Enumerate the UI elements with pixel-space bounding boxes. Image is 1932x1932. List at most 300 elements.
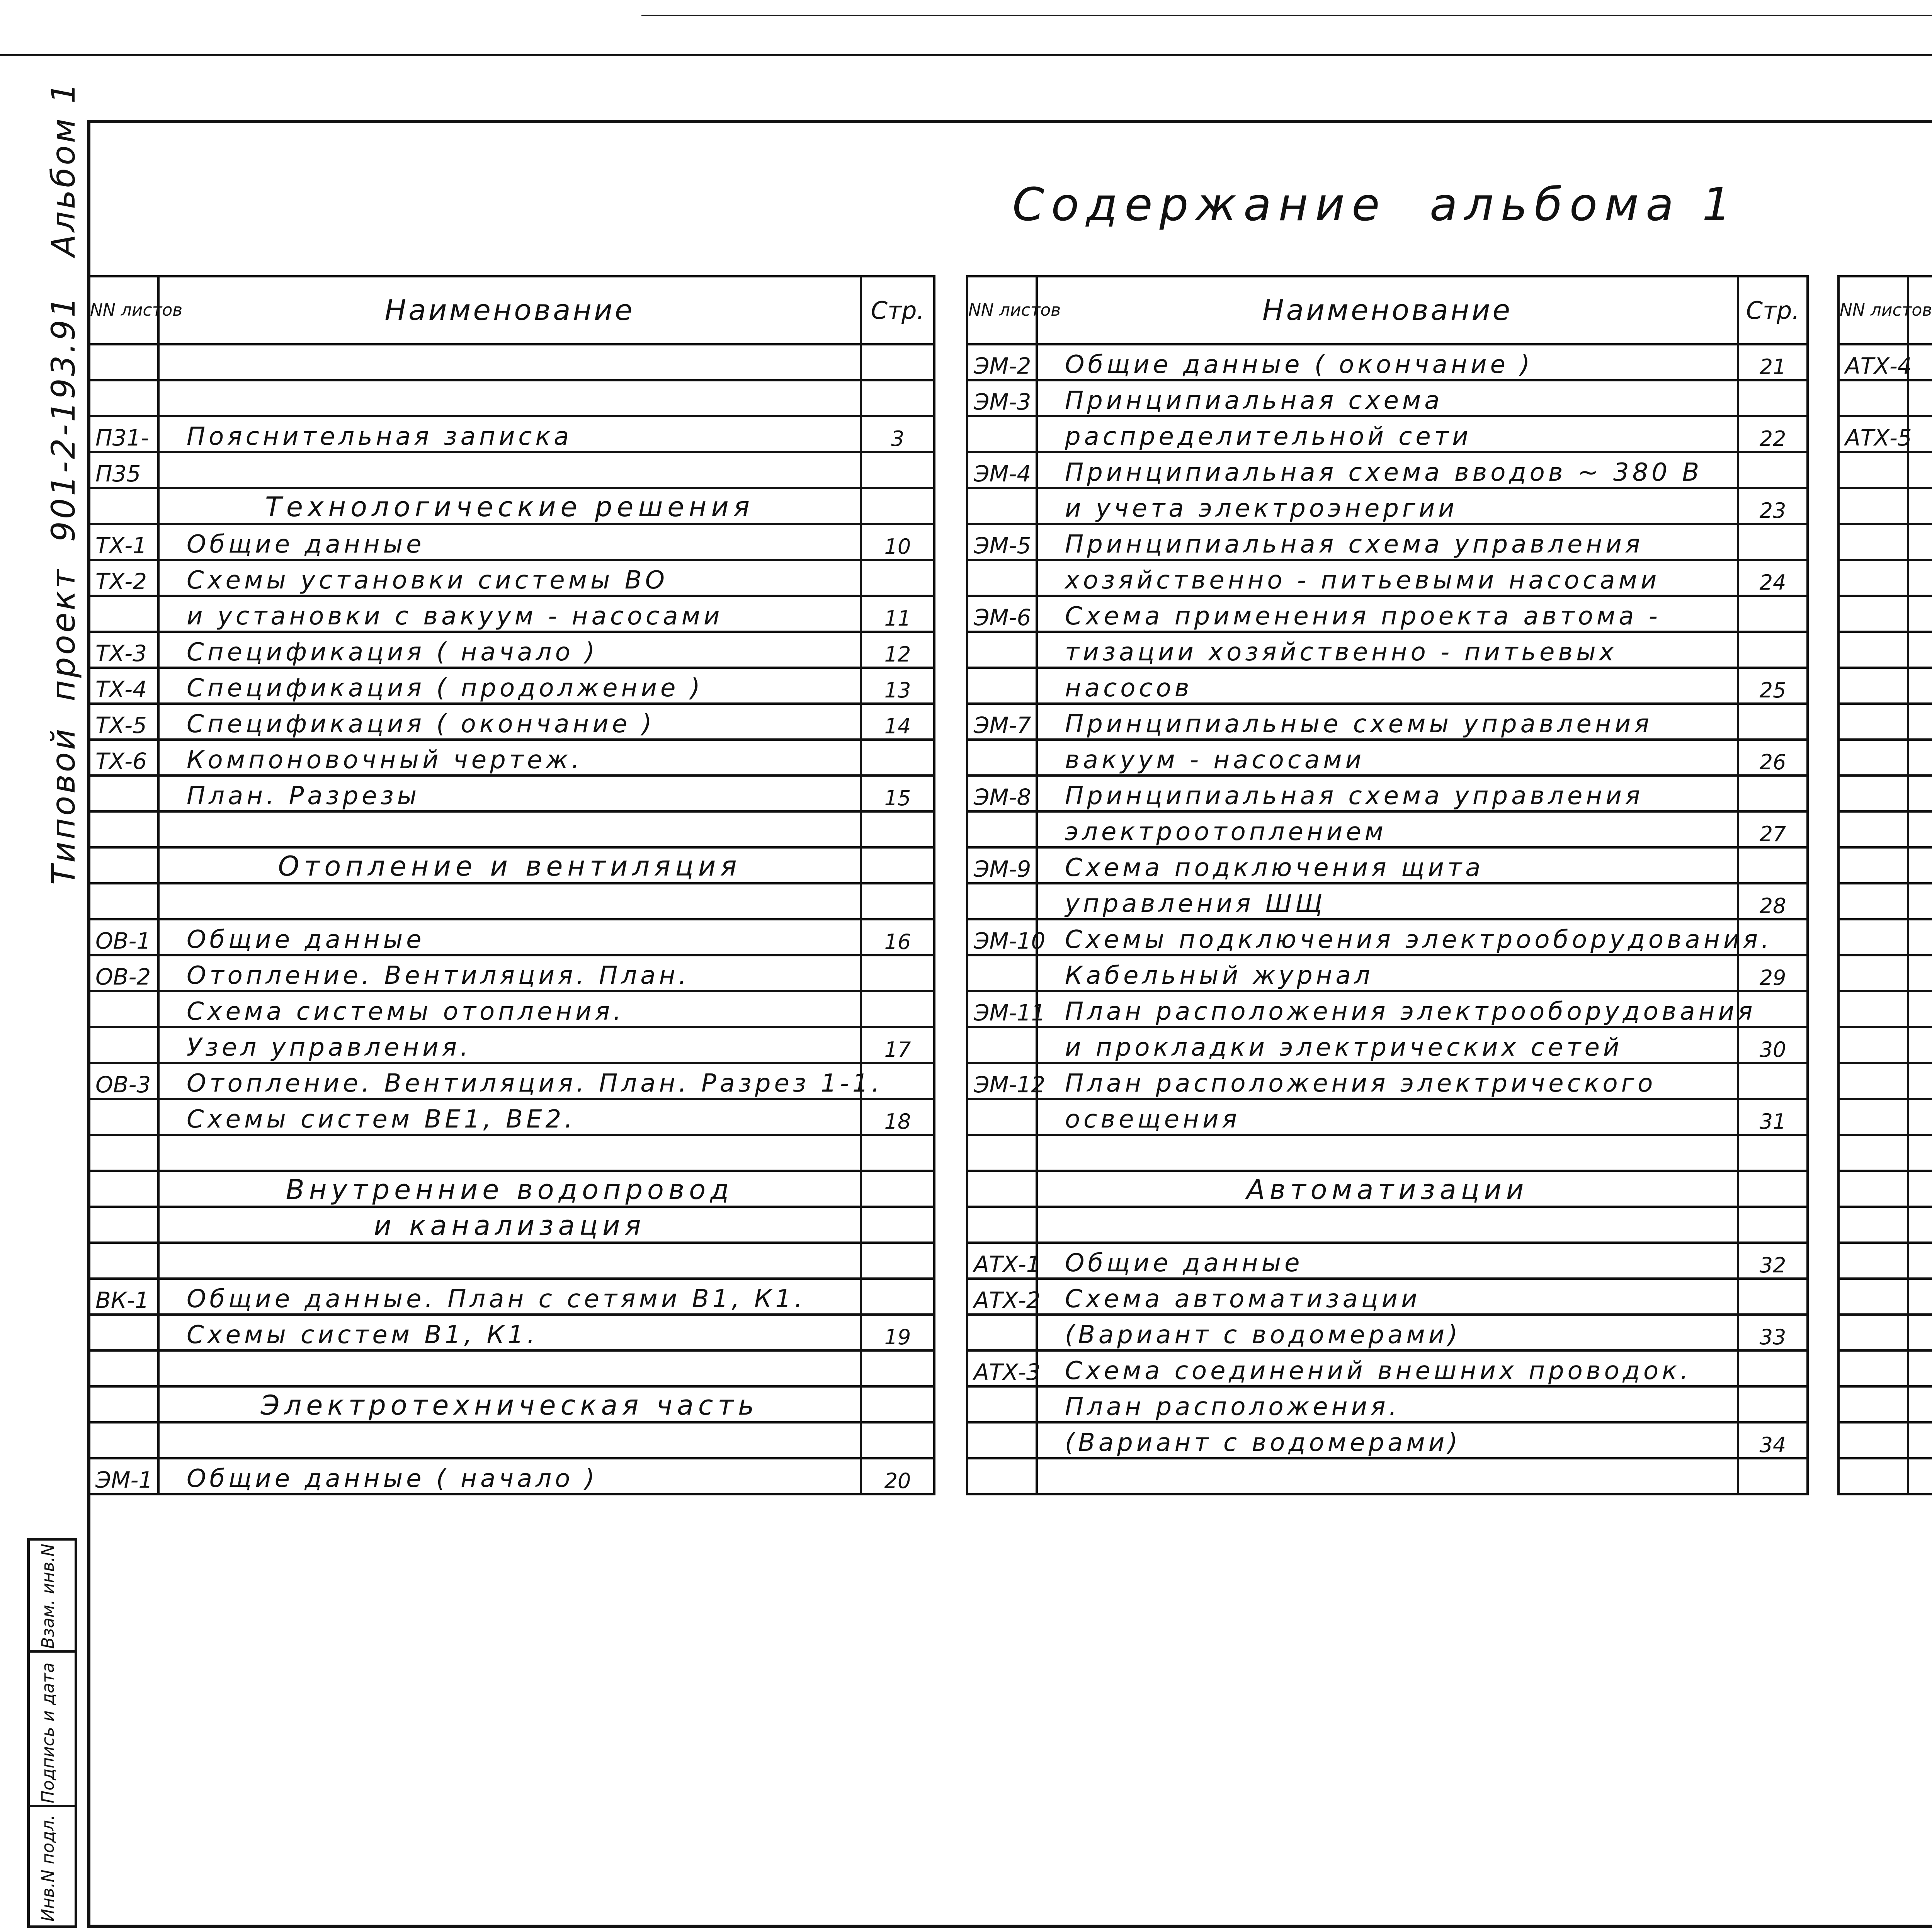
- sheet-code-cell: [1838, 668, 1908, 704]
- page-cell: 30: [1738, 1027, 1808, 1063]
- name-cell: Спецификация ( окончание ): [158, 704, 861, 740]
- sheet-code-cell: ЭМ-4: [967, 452, 1037, 488]
- name-cell: [1908, 524, 1932, 560]
- page-cell: 24: [1738, 560, 1808, 596]
- name-cell: Спецификация ( начало ): [158, 632, 861, 668]
- name-cell: Принципиальная схема: [1037, 380, 1738, 416]
- name-cell: насосов: [1037, 668, 1738, 704]
- page-cell: [1738, 1350, 1808, 1386]
- sheet-code-cell: [1838, 1350, 1908, 1386]
- table-row: [967, 1386, 1808, 1422]
- sheet-code-cell: [1838, 380, 1908, 416]
- table-row: [89, 560, 934, 596]
- name-cell: [1908, 380, 1932, 416]
- name-cell: Электротехническая часть: [158, 1386, 861, 1422]
- name-cell: [1908, 560, 1932, 596]
- table-row: [89, 1279, 934, 1315]
- table-row: [967, 1207, 1808, 1243]
- table-header: [1838, 276, 1932, 344]
- name-cell: Общие данные. План с сетями В1, К1.: [158, 1279, 861, 1315]
- name-cell: [158, 1422, 861, 1458]
- table-header: [967, 276, 1808, 344]
- page-cell: [1738, 1279, 1808, 1315]
- table-row: [89, 1458, 934, 1494]
- table-row: [89, 1422, 934, 1458]
- name-cell: План. Разрезы: [158, 776, 861, 811]
- sheet-code-cell: АТХ-1: [967, 1243, 1037, 1279]
- table-row: [1838, 560, 1932, 596]
- sheet-code-cell: ТХ-1: [89, 524, 158, 560]
- table-row: [967, 991, 1808, 1027]
- page-cell: [1738, 1135, 1808, 1171]
- sheet-code-cell: [967, 632, 1037, 668]
- table-row: [1838, 1027, 1932, 1063]
- page-cell: [861, 380, 934, 416]
- sheet-code-cell: [1838, 740, 1908, 776]
- page-cell: 23: [1738, 488, 1808, 524]
- table-row: [1838, 919, 1932, 955]
- name-cell: Схемы подключения электрооборудования.: [1037, 919, 1738, 955]
- table-row: [89, 1243, 934, 1279]
- sheet-code-cell: П35: [89, 452, 158, 488]
- page-cell: [1738, 1207, 1808, 1243]
- name-cell: Схема применения проекта автома -: [1037, 596, 1738, 632]
- side-inscription-text: Типовой проект 901-2-193.91 Альбом 1: [44, 80, 82, 885]
- name-cell: [1037, 1207, 1738, 1243]
- sheet-code-cell: [89, 344, 158, 380]
- table-row: [89, 811, 934, 847]
- page-cell: [861, 991, 934, 1027]
- table-row: [1838, 1207, 1932, 1243]
- sheet-code-cell: ТХ-3: [89, 632, 158, 668]
- name-cell: и установки с вакуум - насосами: [158, 596, 861, 632]
- sheet-code-cell: ОВ-3: [89, 1063, 158, 1099]
- sheet-code-cell: [89, 883, 158, 919]
- sheet-code-cell: [967, 1099, 1037, 1135]
- name-cell: Принципиальная схема управления: [1037, 776, 1738, 811]
- sheet-code-cell: [1838, 524, 1908, 560]
- sheet-code-cell: ТХ-2: [89, 560, 158, 596]
- page-cell: [1738, 1458, 1808, 1494]
- table-row: [1838, 632, 1932, 668]
- name-cell: электроотоплением: [1037, 811, 1738, 847]
- table-row: [1838, 1135, 1932, 1171]
- page-cell: [861, 560, 934, 596]
- table-row: [89, 1350, 934, 1386]
- sheet-code-cell: [89, 1171, 158, 1207]
- stamp-sign-date: Подпись и дата: [38, 1662, 58, 1803]
- page-cell: 33: [1738, 1315, 1808, 1350]
- sheet-code-cell: [1838, 883, 1908, 919]
- sheet-code-cell: [89, 596, 158, 632]
- page-cell: [1738, 847, 1808, 883]
- table-row: [1838, 955, 1932, 991]
- table-row: [1838, 488, 1932, 524]
- table-row: [967, 1315, 1808, 1350]
- table-row: [89, 1315, 934, 1350]
- page-cell: 19: [861, 1315, 934, 1350]
- name-cell: План расположения.: [1037, 1386, 1738, 1422]
- name-cell: Отопление. Вентиляция. План.: [158, 955, 861, 991]
- name-cell: Пояснительная записка: [158, 416, 861, 452]
- table-row: [89, 883, 934, 919]
- table-row: [89, 1171, 934, 1207]
- sheet-code-cell: [1838, 776, 1908, 811]
- name-cell: [1908, 776, 1932, 811]
- sheet-code-cell: [89, 991, 158, 1027]
- name-cell: [158, 811, 861, 847]
- sheet-code-cell: ВК-1: [89, 1279, 158, 1315]
- sheet-code-cell: [967, 811, 1037, 847]
- sheet-code-cell: [967, 1386, 1037, 1422]
- sheet-code-cell: [89, 1386, 158, 1422]
- page-cell: 32: [1738, 1243, 1808, 1279]
- sheet-code-cell: [967, 883, 1037, 919]
- table-row: [1838, 344, 1932, 380]
- name-cell: [1908, 811, 1932, 847]
- table-row: [967, 632, 1808, 668]
- approval-stamp: [27, 1538, 77, 1928]
- sheet-code-cell: [1838, 1279, 1908, 1315]
- table-row: [967, 1458, 1808, 1494]
- page-cell: 25: [1738, 668, 1808, 704]
- sheet-code-cell: ОВ-2: [89, 955, 158, 991]
- table-row: [89, 1135, 934, 1171]
- sheet-code-cell: ТХ-6: [89, 740, 158, 776]
- name-cell: [1908, 1315, 1932, 1350]
- sheet-code-cell: [1838, 1099, 1908, 1135]
- page-cell: 15: [861, 776, 934, 811]
- name-cell: [1908, 452, 1932, 488]
- table-row: [1838, 1458, 1932, 1494]
- sheet-code-cell: ЭМ-3: [967, 380, 1037, 416]
- sheet-code-cell: АТХ-5: [1838, 416, 1908, 452]
- page-cell: 29: [1738, 955, 1808, 991]
- table-row: [1838, 1315, 1932, 1350]
- sheet-code-cell: ТХ-5: [89, 704, 158, 740]
- table-row: [89, 704, 934, 740]
- name-cell: [1037, 1458, 1738, 1494]
- sheet-code-cell: [1838, 1458, 1908, 1494]
- page-cell: [861, 1243, 934, 1279]
- page-cell: [1738, 380, 1808, 416]
- name-cell: и учета электроэнергии: [1037, 488, 1738, 524]
- header-page: Стр.: [861, 276, 934, 344]
- table-row: [967, 1027, 1808, 1063]
- name-cell: Кабельный журнал: [1037, 955, 1738, 991]
- sheet-code-cell: [967, 1422, 1037, 1458]
- table-row: [1838, 1386, 1932, 1422]
- sheet-code-cell: [967, 1171, 1037, 1207]
- sheet-code-cell: [967, 1027, 1037, 1063]
- page-cell: 16: [861, 919, 934, 955]
- page-cell: [861, 1171, 934, 1207]
- name-cell: хозяйственно - питьевыми насосами: [1037, 560, 1738, 596]
- sheet-code-cell: [89, 1243, 158, 1279]
- page-cell: 11: [861, 596, 934, 632]
- header-page: Стр.: [1738, 276, 1808, 344]
- sheet-code-cell: ЭМ-10: [967, 919, 1037, 955]
- sheet-code-cell: [1838, 1063, 1908, 1099]
- sheet-code-cell: ОВ-1: [89, 919, 158, 955]
- header-name: Наименование: [1037, 276, 1738, 344]
- sheet-code-cell: [89, 380, 158, 416]
- table-row: [1838, 1063, 1932, 1099]
- sheet-code-cell: [1838, 847, 1908, 883]
- page-cell: [861, 488, 934, 524]
- table-row: [89, 740, 934, 776]
- sheet-code-cell: [1838, 1135, 1908, 1171]
- table-row: [89, 416, 934, 452]
- sheet-code-cell: [967, 1135, 1037, 1171]
- name-cell: Отопление и вентиляция: [158, 847, 861, 883]
- table-row: [89, 452, 934, 488]
- name-cell: и канализация: [158, 1207, 861, 1243]
- page-cell: 21: [1738, 344, 1808, 380]
- table-row: [89, 955, 934, 991]
- sheet-code-cell: [89, 847, 158, 883]
- page-cell: [861, 344, 934, 380]
- sheet-code-cell: ЭМ-6: [967, 596, 1037, 632]
- table-row: [1838, 668, 1932, 704]
- table-row: [89, 596, 934, 632]
- name-cell: [1908, 955, 1932, 991]
- name-cell: [158, 883, 861, 919]
- table-row: [1838, 847, 1932, 883]
- table-row: [89, 1063, 934, 1099]
- name-cell: Принципиальная схема управления: [1037, 524, 1738, 560]
- sheet-code-cell: [967, 955, 1037, 991]
- sheet-code-cell: [1838, 991, 1908, 1027]
- table-row: [89, 488, 934, 524]
- name-cell: Автоматизации: [1037, 1171, 1738, 1207]
- sheet-code-cell: ЭМ-8: [967, 776, 1037, 811]
- sheet-code-cell: АТХ-4: [1838, 344, 1908, 380]
- sheet-code-cell: [89, 811, 158, 847]
- sheet-code-cell: [1838, 560, 1908, 596]
- contents-table-1: [88, 275, 935, 1495]
- table-row: [967, 811, 1808, 847]
- sheet-code-cell: [89, 776, 158, 811]
- name-cell: Схема соединений внешних проводок.: [1037, 1350, 1738, 1386]
- page-cell: [861, 1135, 934, 1171]
- table-row: [89, 1027, 934, 1063]
- page-cell: [1738, 776, 1808, 811]
- table-row: [1838, 811, 1932, 847]
- table-row: [1838, 1099, 1932, 1135]
- table-row: [89, 632, 934, 668]
- name-cell: [1908, 991, 1932, 1027]
- header-name: Наименование: [158, 276, 861, 344]
- name-cell: и прокладки электрических сетей: [1037, 1027, 1738, 1063]
- sheet-code-cell: ЭМ-2: [967, 344, 1037, 380]
- page-cell: [861, 740, 934, 776]
- header-sheet-no: NN листов: [967, 276, 1037, 344]
- sheet-code-cell: [1838, 955, 1908, 991]
- table-row: [967, 704, 1808, 740]
- table-row: [89, 847, 934, 883]
- sheet-code-cell: ЭМ-1: [89, 1458, 158, 1494]
- sheet-code-cell: [967, 488, 1037, 524]
- table-row: [967, 416, 1808, 452]
- table-row: [89, 668, 934, 704]
- name-cell: [1908, 1207, 1932, 1243]
- name-cell: Схемы систем В1, К1.: [158, 1315, 861, 1350]
- name-cell: [1908, 704, 1932, 740]
- header-sheet-no: NN листов: [89, 276, 158, 344]
- name-cell: Общие данные: [158, 524, 861, 560]
- page-cell: [861, 1350, 934, 1386]
- table-row: [89, 380, 934, 416]
- name-cell: Схема подключения щита: [1037, 847, 1738, 883]
- name-cell: [158, 344, 861, 380]
- name-cell: Спецификация ( продолжение ): [158, 668, 861, 704]
- page-cell: 17: [861, 1027, 934, 1063]
- table-row: [967, 847, 1808, 883]
- name-cell: управления ШЩ: [1037, 883, 1738, 919]
- table-row: [967, 1243, 1808, 1279]
- name-cell: Технологические решения: [158, 488, 861, 524]
- name-cell: Схемы установки системы ВО: [158, 560, 861, 596]
- name-cell: Общие данные ( начало ): [158, 1458, 861, 1494]
- sheet-code-cell: [1838, 1386, 1908, 1422]
- page-cell: [861, 1207, 934, 1243]
- stamp-cell-inv-no: [30, 1807, 75, 1925]
- table-row: [89, 1099, 934, 1135]
- sheet-code-cell: ЭМ-7: [967, 704, 1037, 740]
- name-cell: распределительной сети: [1037, 416, 1738, 452]
- sheet-code-cell: [89, 1135, 158, 1171]
- page-cell: [861, 1279, 934, 1315]
- table-row: [1838, 380, 1932, 416]
- name-cell: (Вариант с водомерами): [1037, 1315, 1738, 1350]
- name-cell: План расположения электрооборудования: [1037, 991, 1738, 1027]
- sheet-code-cell: [967, 560, 1037, 596]
- page-cell: [1738, 524, 1808, 560]
- page-cell: 22: [1738, 416, 1808, 452]
- sheet-code-cell: [967, 668, 1037, 704]
- sheet-code-cell: [967, 1207, 1037, 1243]
- name-cell: Отопление. Вентиляция. План. Разрез 1-1.: [158, 1063, 861, 1099]
- table-row: [967, 380, 1808, 416]
- table-row: [89, 1207, 934, 1243]
- name-cell: [1908, 596, 1932, 632]
- page-cell: [1738, 1171, 1808, 1207]
- table-row: [967, 560, 1808, 596]
- table-row: [967, 668, 1808, 704]
- table-row: [1838, 1243, 1932, 1279]
- contents-table-2: [966, 275, 1809, 1495]
- sheet-code-cell: [1838, 1422, 1908, 1458]
- page-cell: [861, 847, 934, 883]
- page-cell: [861, 811, 934, 847]
- page-cell: 28: [1738, 883, 1808, 919]
- table-row: [1838, 704, 1932, 740]
- name-cell: Узел управления.: [158, 1027, 861, 1063]
- stamp-replace-inv: Взам. инв.N: [38, 1544, 58, 1649]
- page-cell: [1738, 632, 1808, 668]
- table-row: [967, 1135, 1808, 1171]
- table-row: [1838, 1171, 1932, 1207]
- sheet-code-cell: [89, 1315, 158, 1350]
- sheet-code-cell: [1838, 704, 1908, 740]
- stamp-inv-no: Инв.N подл.: [38, 1815, 58, 1922]
- page-cell: [1738, 704, 1808, 740]
- sheet-code-cell: [89, 1099, 158, 1135]
- sheet-code-cell: [967, 740, 1037, 776]
- page-cell: 27: [1738, 811, 1808, 847]
- page-cell: 26: [1738, 740, 1808, 776]
- header-sheet-no: NN листов: [1838, 276, 1908, 344]
- page-cell: [1738, 596, 1808, 632]
- table-row: [967, 344, 1808, 380]
- sheet-code-cell: [967, 416, 1037, 452]
- table-row: [89, 344, 934, 380]
- table-row: [967, 1350, 1808, 1386]
- page-cell: 18: [861, 1099, 934, 1135]
- table-row: [967, 1171, 1808, 1207]
- name-cell: Компоновочный чертеж.: [158, 740, 861, 776]
- table-row: [967, 596, 1808, 632]
- table-row: [1838, 1350, 1932, 1386]
- table-row: [1838, 1422, 1932, 1458]
- stamp-cell-replace-inv: [30, 1541, 75, 1653]
- name-cell: [1908, 1279, 1932, 1315]
- name-cell: [1908, 1458, 1932, 1494]
- name-cell: освещения: [1037, 1099, 1738, 1135]
- sheet-code-cell: [1838, 811, 1908, 847]
- sheet-code-cell: [89, 1350, 158, 1386]
- table-row: [967, 1099, 1808, 1135]
- page-cell: [861, 955, 934, 991]
- name-cell: (Вариант с водомерами): [1037, 1422, 1738, 1458]
- page-cell: 12: [861, 632, 934, 668]
- table-row: [1838, 991, 1932, 1027]
- sheet-code-cell: [1838, 1207, 1908, 1243]
- table-row: [1838, 740, 1932, 776]
- page-cell: [1738, 452, 1808, 488]
- page-cell: 34: [1738, 1422, 1808, 1458]
- sheet-code-cell: [1838, 452, 1908, 488]
- sheet-code-cell: [1838, 1243, 1908, 1279]
- table-row: [967, 524, 1808, 560]
- scan-edge-top: [0, 54, 1932, 56]
- table-row: [89, 919, 934, 955]
- page-cell: [1738, 1386, 1808, 1422]
- table-row: [1838, 776, 1932, 811]
- name-cell: [1908, 883, 1932, 919]
- table-row: [1838, 883, 1932, 919]
- table-row: [967, 452, 1808, 488]
- name-cell: [1908, 740, 1932, 776]
- page-cell: 10: [861, 524, 934, 560]
- sheet-code-cell: [1838, 1171, 1908, 1207]
- sheet-code-cell: [89, 488, 158, 524]
- name-cell: [1908, 1350, 1932, 1386]
- table-row: [967, 1422, 1808, 1458]
- table-row: [89, 776, 934, 811]
- sheet-code-cell: АТХ-2: [967, 1279, 1037, 1315]
- sheet-code-cell: [967, 1315, 1037, 1350]
- table-row: [1838, 416, 1932, 452]
- page-cell: 31: [1738, 1099, 1808, 1135]
- name-cell: [158, 1350, 861, 1386]
- sheet-code-cell: [89, 1207, 158, 1243]
- sheet-code-cell: ЭМ-9: [967, 847, 1037, 883]
- sheet-code-cell: [1838, 1027, 1908, 1063]
- table-row: [89, 1386, 934, 1422]
- name-cell: [1908, 1243, 1932, 1279]
